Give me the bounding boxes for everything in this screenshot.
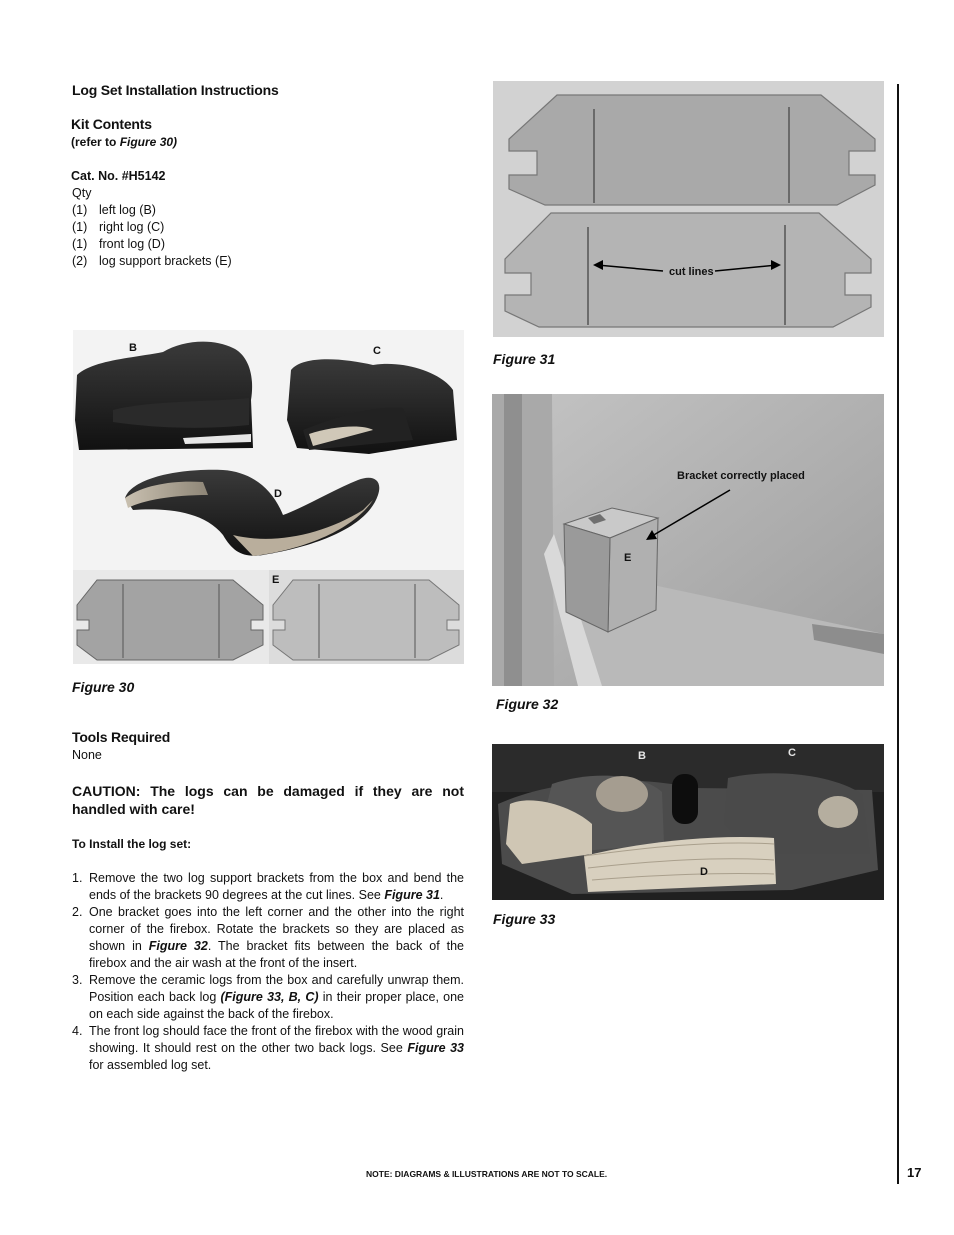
bracket-placed-image	[492, 394, 884, 686]
caution-text: CAUTION: The logs can be damaged if they are not handled with care!	[72, 783, 464, 817]
figure-33-photo	[492, 744, 884, 900]
kit-item-list	[72, 202, 232, 270]
kit-item: (1) right log (C)	[72, 220, 165, 234]
kit-item: (2) log support brackets (E)	[72, 254, 232, 268]
column-rule	[897, 84, 899, 1184]
figure-30-ref: Figure 30)	[119, 135, 178, 149]
figure-32-photo	[492, 394, 884, 686]
bracket-label-e: E	[272, 574, 280, 586]
install-heading: To Install the log set:	[72, 837, 192, 851]
log-label-c: C	[788, 747, 796, 759]
figure-31-photo	[493, 81, 884, 337]
qty-label: Qty	[72, 186, 92, 200]
figure-ref: Figure 31	[384, 888, 440, 902]
bracket-pair-image	[73, 570, 464, 664]
install-steps	[72, 870, 464, 1074]
brackets-cut-lines-image	[493, 81, 884, 337]
catalog-number: Cat. No. #H5142	[71, 169, 166, 183]
section-title: Log Set Installation Instructions	[72, 82, 279, 98]
log-label-b: B	[638, 750, 646, 762]
figure-30-logs-photo	[73, 330, 464, 570]
log-label-c: C	[373, 345, 381, 357]
install-step: 4. The front log should face the front of the firebox with the wood grain showing. It should rest on the other two back logs. See Figure 33 for assembled log set.	[72, 1024, 464, 1072]
figure-ref: Figure 33	[407, 1041, 464, 1055]
kit-item: (1) left log (B)	[72, 203, 156, 217]
assembled-logs-image	[492, 744, 884, 900]
page-number: 17	[907, 1165, 922, 1180]
kit-item: (1) front log (D)	[72, 237, 165, 251]
install-step: 1. Remove the two log support brackets from the box and bend the ends of the brackets 90 degrees at the cut lines. See Figure 31.	[72, 871, 464, 902]
figure-31-caption: Figure 31	[493, 351, 556, 367]
figure-ref: (Figure 33, B, C)	[220, 990, 319, 1004]
figure-30-brackets-photo	[73, 570, 464, 664]
log-label-d: D	[274, 488, 282, 500]
figure-33-caption: Figure 33	[493, 911, 556, 927]
tools-heading: Tools Required	[72, 729, 171, 745]
log-label-b: B	[129, 342, 137, 354]
install-step: 3. Remove the ceramic logs from the box and carefully unwrap them. Position each back log (Figure 33, B, C) in their proper place, one on each side against the back of the firebox.	[72, 973, 464, 1021]
bracket-label-e: E	[624, 552, 632, 564]
scale-note: NOTE: DIAGRAMS & ILLUSTRATIONS ARE NOT TO SCALE.	[366, 1169, 608, 1179]
install-step: 2. One bracket goes into the left corner and the other into the right corner of the firebox. Rotate the brackets so they are placed as shown in Figure 32. The bracket fits between the back of the firebox and the air wash at the front of the insert.	[72, 905, 464, 970]
bracket-placed-callout: Bracket correctly placed	[677, 470, 805, 482]
figure-32-caption: Figure 32	[496, 696, 559, 712]
kit-contents-heading: Kit Contents	[71, 116, 152, 132]
tools-value: None	[72, 748, 102, 762]
logs-kit-image	[73, 330, 464, 570]
figure-30-caption: Figure 30	[72, 679, 135, 695]
cut-lines-callout: cut lines	[669, 266, 714, 278]
figure-ref: Figure 32	[148, 939, 208, 953]
log-label-d: D	[700, 866, 708, 878]
kit-refer-note: (refer to Figure 30)	[71, 135, 178, 149]
